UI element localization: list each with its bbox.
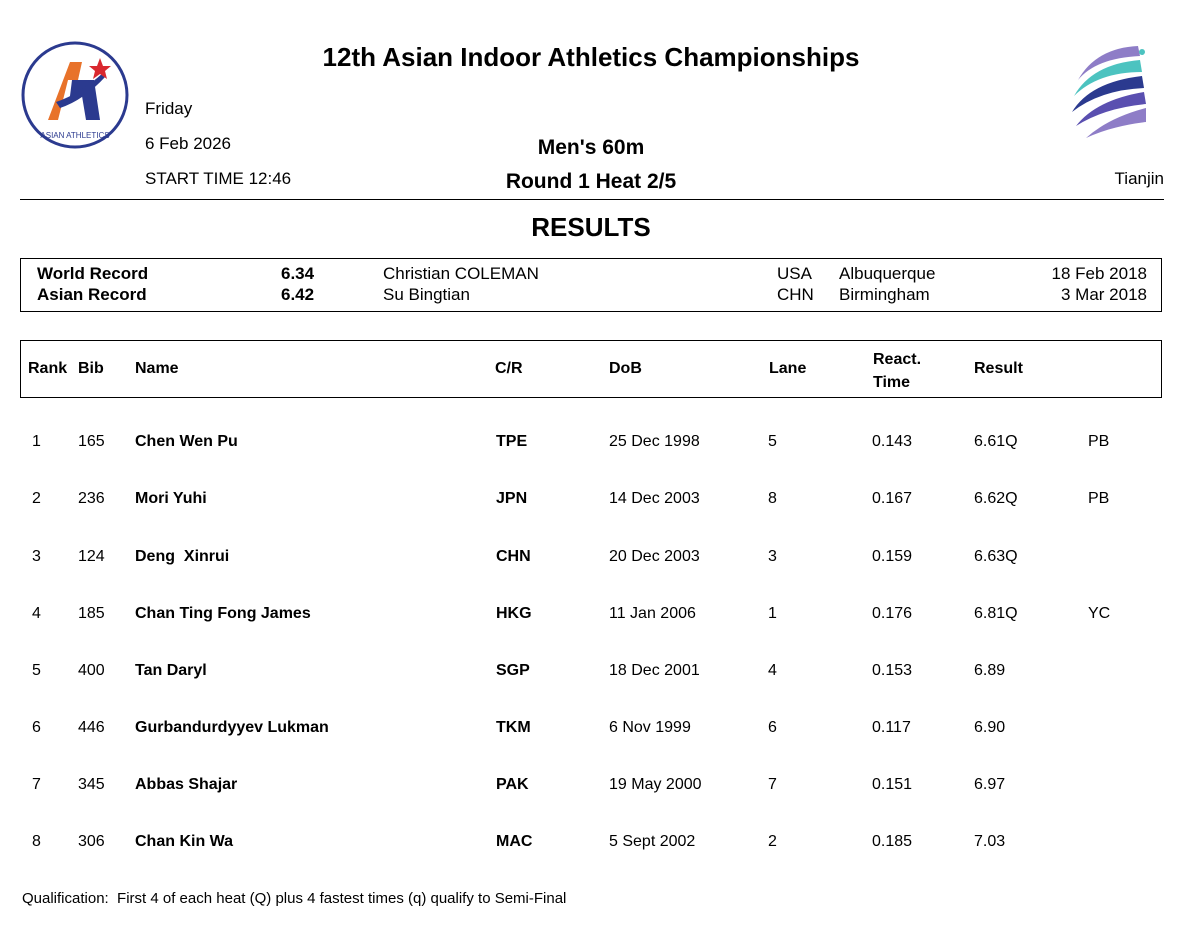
dob: 5 Sept 2002 <box>609 833 696 850</box>
dob: 18 Dec 2001 <box>609 662 700 679</box>
result: 6.97 <box>974 776 1006 793</box>
col-lane: Lane <box>769 360 807 377</box>
note: YC <box>1088 605 1111 622</box>
table-row <box>0 662 1182 686</box>
bib: 165 <box>78 433 105 450</box>
athlete-name: Mori Yuhi <box>135 490 207 507</box>
bib: 400 <box>78 662 105 679</box>
result: 6.81Q <box>974 605 1018 622</box>
lane: 4 <box>768 662 777 679</box>
col-name: Name <box>135 360 179 377</box>
country: MAC <box>496 833 533 850</box>
dob: 20 Dec 2003 <box>609 548 700 565</box>
record-holder: Christian COLEMAN <box>383 264 539 283</box>
rank: 1 <box>32 433 41 450</box>
result: 6.90 <box>974 719 1006 736</box>
reaction-time: 0.167 <box>872 490 913 507</box>
country: TPE <box>496 433 528 450</box>
result: 7.03 <box>974 833 1006 850</box>
lane: 3 <box>768 548 777 565</box>
country: SGP <box>496 662 530 679</box>
rank: 7 <box>32 776 41 793</box>
lane: 5 <box>768 433 777 450</box>
asian-record-row <box>21 285 1161 306</box>
records-box <box>20 258 1162 312</box>
rank: 4 <box>32 605 41 622</box>
record-venue: Albuquerque <box>839 264 936 283</box>
col-result: Result <box>974 360 1023 377</box>
record-label: World Record <box>37 264 149 283</box>
col-cr: C/R <box>495 360 523 377</box>
result: 6.89 <box>974 662 1006 679</box>
athlete-name: Chan Kin Wa <box>135 833 234 850</box>
date: 6 Feb 2026 <box>145 134 232 153</box>
reaction-time: 0.143 <box>872 433 913 450</box>
reaction-time: 0.159 <box>872 548 913 565</box>
header-divider <box>20 199 1164 200</box>
reaction-time: 0.151 <box>872 776 913 793</box>
reaction-time: 0.117 <box>872 719 911 736</box>
event-name: Men's 60m <box>537 136 645 159</box>
col-react-1: React. <box>873 351 922 368</box>
dob: 19 May 2000 <box>609 776 702 793</box>
athlete-name: Chan Ting Fong James <box>135 605 311 622</box>
lane: 7 <box>768 776 777 793</box>
athlete-name: Deng Xinrui <box>135 548 230 565</box>
reaction-time: 0.176 <box>872 605 913 622</box>
record-venue: Birmingham <box>839 285 930 304</box>
bib: 306 <box>78 833 105 850</box>
country: HKG <box>496 605 532 622</box>
athlete-name: Chen Wen Pu <box>135 433 238 450</box>
bib: 345 <box>78 776 105 793</box>
bib: 185 <box>78 605 105 622</box>
table-row <box>0 833 1182 857</box>
city: Tianjin <box>1114 169 1164 188</box>
qualification-note: Qualification: First 4 of each heat (Q) plus 4 fastest times (q) qualify to Semi-Final <box>22 890 567 907</box>
page-title: 12th Asian Indoor Athletics Championships <box>322 42 860 72</box>
day: Friday <box>145 99 193 118</box>
record-holder: Su Bingtian <box>383 285 470 304</box>
result: 6.62Q <box>974 490 1018 507</box>
country: JPN <box>496 490 528 507</box>
dob: 6 Nov 1999 <box>609 719 691 736</box>
table-row <box>0 548 1182 572</box>
rank: 2 <box>32 490 41 507</box>
country: CHN <box>496 548 531 565</box>
table-row <box>0 719 1182 743</box>
results-heading: RESULTS <box>531 212 651 242</box>
result: 6.63Q <box>974 548 1018 565</box>
record-mark: 6.42 <box>281 285 315 304</box>
dob: 11 Jan 2006 <box>609 605 696 622</box>
rank: 3 <box>32 548 41 565</box>
col-react-2: Time <box>873 374 911 391</box>
start-time: START TIME 12:46 <box>145 169 292 188</box>
table-row <box>0 776 1182 800</box>
bib: 236 <box>78 490 105 507</box>
round-name: Round 1 Heat 2/5 <box>505 170 677 193</box>
rank: 8 <box>32 833 41 850</box>
dob: 14 Dec 2003 <box>609 490 700 507</box>
rank: 6 <box>32 719 41 736</box>
record-date: 3 Mar 2018 <box>1061 285 1147 304</box>
note: PB <box>1088 433 1110 450</box>
athlete-name: Gurbandurdyyev Lukman <box>135 719 329 736</box>
lane: 1 <box>768 605 777 622</box>
record-nat: CHN <box>777 285 814 304</box>
record-nat: USA <box>777 264 812 283</box>
bib: 446 <box>78 719 105 736</box>
lane: 6 <box>768 719 777 736</box>
country: PAK <box>496 776 529 793</box>
record-date: 18 Feb 2018 <box>1051 264 1147 283</box>
reaction-time: 0.185 <box>872 833 913 850</box>
results-table-header <box>20 340 1162 398</box>
table-row <box>0 490 1182 514</box>
rank: 5 <box>32 662 41 679</box>
lane: 8 <box>768 490 777 507</box>
result: 6.61Q <box>974 433 1018 450</box>
world-record-row <box>21 264 1161 285</box>
record-label: Asian Record <box>37 285 147 304</box>
col-bib: Bib <box>78 360 104 377</box>
col-dob: DoB <box>609 360 642 377</box>
note: PB <box>1088 490 1110 507</box>
col-rank: Rank <box>28 360 68 377</box>
athlete-name: Abbas Shajar <box>135 776 238 793</box>
bib: 124 <box>78 548 105 565</box>
country: TKM <box>496 719 531 736</box>
table-row <box>0 433 1182 457</box>
record-mark: 6.34 <box>281 264 315 283</box>
athlete-name: Tan Daryl <box>135 662 207 679</box>
reaction-time: 0.153 <box>872 662 913 679</box>
logo-text: ASIAN ATHLETICS <box>40 131 110 140</box>
dob: 25 Dec 1998 <box>609 433 700 450</box>
lane: 2 <box>768 833 777 850</box>
table-row <box>0 605 1182 629</box>
